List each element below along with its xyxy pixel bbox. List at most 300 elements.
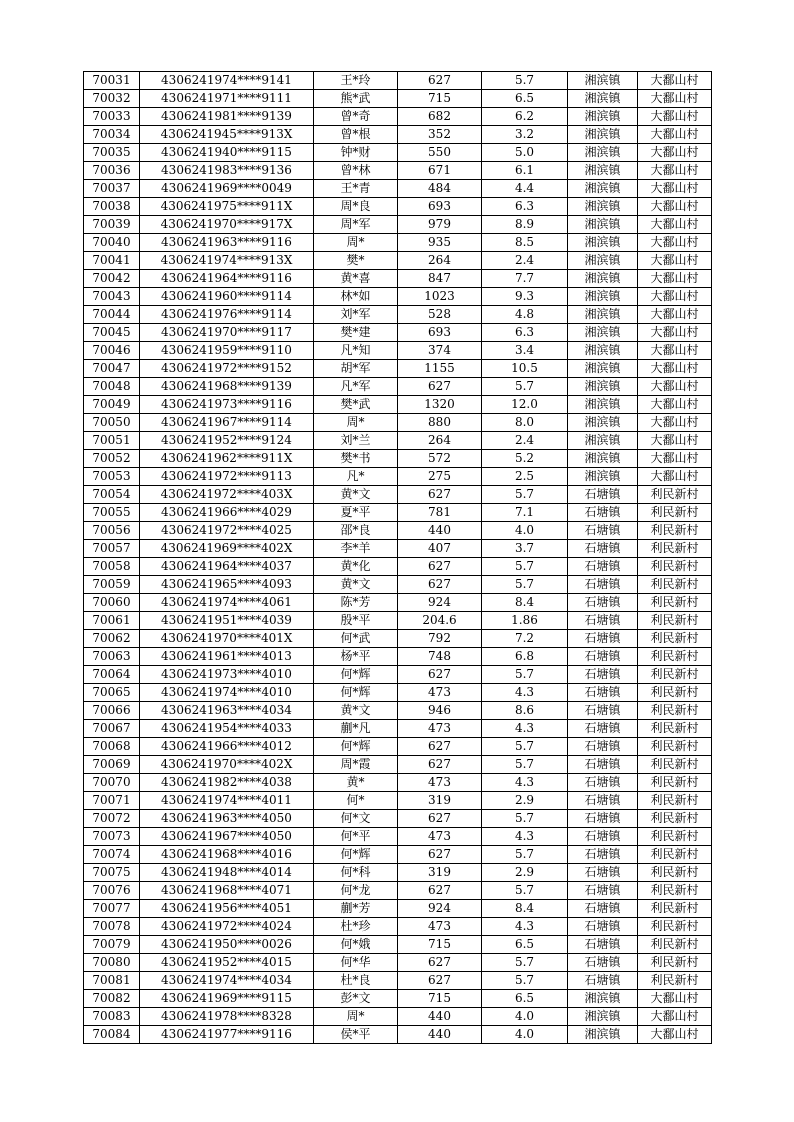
table-row (84, 648, 712, 666)
value-cell: 4.3 (482, 684, 568, 702)
name-cell: 王*青 (314, 180, 398, 198)
name-cell: 蒯*凡 (314, 720, 398, 738)
record-id-cell: 70045 (84, 324, 140, 342)
value-cell: 5.7 (482, 576, 568, 594)
record-id-cell: 70036 (84, 162, 140, 180)
town-cell: 湘滨镇 (568, 360, 638, 378)
village-cell: 大鄱山村 (638, 342, 712, 360)
table-row (84, 72, 712, 90)
table-row (84, 234, 712, 252)
value-cell: 5.7 (482, 846, 568, 864)
name-cell: 黄*文 (314, 702, 398, 720)
village-cell: 大鄱山村 (638, 1026, 712, 1044)
value-cell: 8.4 (482, 594, 568, 612)
town-cell: 石塘镇 (568, 792, 638, 810)
name-cell: 凡* (314, 468, 398, 486)
village-cell: 大鄱山村 (638, 216, 712, 234)
village-cell: 利民新村 (638, 828, 712, 846)
village-cell: 利民新村 (638, 774, 712, 792)
record-id-cell: 70043 (84, 288, 140, 306)
town-cell: 湘滨镇 (568, 396, 638, 414)
value-cell: 7.1 (482, 504, 568, 522)
record-id-cell: 70037 (84, 180, 140, 198)
id-number-cell: 4306241956****4051 (140, 900, 314, 918)
village-cell: 大鄱山村 (638, 144, 712, 162)
town-cell: 石塘镇 (568, 612, 638, 630)
table-row (84, 792, 712, 810)
name-cell: 杜*良 (314, 972, 398, 990)
value-cell: 4.3 (482, 720, 568, 738)
id-number-cell: 4306241975****911X (140, 198, 314, 216)
table-row (84, 972, 712, 990)
value-cell: 1.86 (482, 612, 568, 630)
village-cell: 利民新村 (638, 576, 712, 594)
name-cell: 周*霞 (314, 756, 398, 774)
amount-cell: 715 (398, 90, 482, 108)
amount-cell: 627 (398, 738, 482, 756)
amount-cell: 473 (398, 918, 482, 936)
value-cell: 2.9 (482, 792, 568, 810)
record-id-cell: 70052 (84, 450, 140, 468)
village-cell: 大鄱山村 (638, 306, 712, 324)
amount-cell: 264 (398, 252, 482, 270)
value-cell: 7.7 (482, 270, 568, 288)
amount-cell: 473 (398, 720, 482, 738)
amount-cell: 1155 (398, 360, 482, 378)
table-row (84, 216, 712, 234)
table-row (84, 288, 712, 306)
town-cell: 湘滨镇 (568, 990, 638, 1008)
name-cell: 杜*珍 (314, 918, 398, 936)
village-cell: 大鄱山村 (638, 198, 712, 216)
id-number-cell: 4306241969****9115 (140, 990, 314, 1008)
name-cell: 彭*文 (314, 990, 398, 1008)
id-number-cell: 4306241969****0049 (140, 180, 314, 198)
id-number-cell: 4306241950****0026 (140, 936, 314, 954)
id-number-cell: 4306241964****4037 (140, 558, 314, 576)
table-row (84, 756, 712, 774)
value-cell: 8.9 (482, 216, 568, 234)
village-cell: 大鄱山村 (638, 90, 712, 108)
record-id-cell: 70050 (84, 414, 140, 432)
record-id-cell: 70032 (84, 90, 140, 108)
village-cell: 大鄱山村 (638, 324, 712, 342)
id-number-cell: 4306241963****4034 (140, 702, 314, 720)
name-cell: 周* (314, 234, 398, 252)
table-row (84, 252, 712, 270)
record-id-cell: 70084 (84, 1026, 140, 1044)
record-id-cell: 70041 (84, 252, 140, 270)
name-cell: 林*如 (314, 288, 398, 306)
amount-cell: 627 (398, 72, 482, 90)
village-cell: 大鄱山村 (638, 234, 712, 252)
name-cell: 夏*平 (314, 504, 398, 522)
name-cell: 樊* (314, 252, 398, 270)
amount-cell: 715 (398, 990, 482, 1008)
record-id-cell: 70061 (84, 612, 140, 630)
value-cell: 6.1 (482, 162, 568, 180)
town-cell: 石塘镇 (568, 648, 638, 666)
name-cell: 周*良 (314, 198, 398, 216)
record-id-cell: 70053 (84, 468, 140, 486)
village-cell: 大鄱山村 (638, 360, 712, 378)
village-cell: 利民新村 (638, 540, 712, 558)
amount-cell: 693 (398, 198, 482, 216)
id-number-cell: 4306241959****9110 (140, 342, 314, 360)
village-cell: 利民新村 (638, 558, 712, 576)
value-cell: 4.3 (482, 774, 568, 792)
table-row (84, 522, 712, 540)
record-id-cell: 70054 (84, 486, 140, 504)
id-number-cell: 4306241970****9117 (140, 324, 314, 342)
town-cell: 石塘镇 (568, 576, 638, 594)
table-row (84, 1026, 712, 1044)
town-cell: 湘滨镇 (568, 252, 638, 270)
name-cell: 凡*知 (314, 342, 398, 360)
record-id-cell: 70058 (84, 558, 140, 576)
amount-cell: 473 (398, 684, 482, 702)
town-cell: 石塘镇 (568, 756, 638, 774)
name-cell: 何*科 (314, 864, 398, 882)
village-cell: 利民新村 (638, 612, 712, 630)
value-cell: 2.4 (482, 432, 568, 450)
record-id-cell: 70035 (84, 144, 140, 162)
town-cell: 湘滨镇 (568, 216, 638, 234)
value-cell: 6.5 (482, 936, 568, 954)
record-id-cell: 70033 (84, 108, 140, 126)
record-id-cell: 70049 (84, 396, 140, 414)
amount-cell: 275 (398, 468, 482, 486)
name-cell: 黄*文 (314, 486, 398, 504)
value-cell: 5.7 (482, 378, 568, 396)
amount-cell: 319 (398, 792, 482, 810)
village-cell: 大鄱山村 (638, 414, 712, 432)
value-cell: 5.0 (482, 144, 568, 162)
name-cell: 何*华 (314, 954, 398, 972)
record-id-cell: 70062 (84, 630, 140, 648)
name-cell: 黄* (314, 774, 398, 792)
town-cell: 石塘镇 (568, 900, 638, 918)
value-cell: 5.7 (482, 666, 568, 684)
id-number-cell: 4306241977****9116 (140, 1026, 314, 1044)
table-row (84, 954, 712, 972)
village-cell: 利民新村 (638, 810, 712, 828)
town-cell: 湘滨镇 (568, 288, 638, 306)
amount-cell: 715 (398, 936, 482, 954)
value-cell: 2.5 (482, 468, 568, 486)
amount-cell: 550 (398, 144, 482, 162)
name-cell: 曾*奇 (314, 108, 398, 126)
id-number-cell: 4306241974****4011 (140, 792, 314, 810)
value-cell: 5.2 (482, 450, 568, 468)
name-cell: 何*娥 (314, 936, 398, 954)
table-row (84, 180, 712, 198)
name-cell: 殷*平 (314, 612, 398, 630)
name-cell: 熊*武 (314, 90, 398, 108)
table-row (84, 684, 712, 702)
value-cell: 4.0 (482, 1026, 568, 1044)
town-cell: 石塘镇 (568, 666, 638, 684)
village-cell: 利民新村 (638, 936, 712, 954)
town-cell: 湘滨镇 (568, 270, 638, 288)
id-number-cell: 4306241976****9114 (140, 306, 314, 324)
record-id-cell: 70038 (84, 198, 140, 216)
amount-cell: 627 (398, 882, 482, 900)
village-cell: 利民新村 (638, 792, 712, 810)
amount-cell: 935 (398, 234, 482, 252)
record-id-cell: 70044 (84, 306, 140, 324)
town-cell: 石塘镇 (568, 918, 638, 936)
town-cell: 湘滨镇 (568, 90, 638, 108)
amount-cell: 627 (398, 558, 482, 576)
table-row (84, 108, 712, 126)
town-cell: 石塘镇 (568, 954, 638, 972)
record-id-cell: 70057 (84, 540, 140, 558)
town-cell: 湘滨镇 (568, 1026, 638, 1044)
name-cell: 曾*根 (314, 126, 398, 144)
record-id-cell: 70069 (84, 756, 140, 774)
table-row (84, 306, 712, 324)
value-cell: 3.2 (482, 126, 568, 144)
name-cell: 刘*兰 (314, 432, 398, 450)
table-row (84, 414, 712, 432)
id-number-cell: 4306241966****4029 (140, 504, 314, 522)
name-cell: 樊*武 (314, 396, 398, 414)
record-id-cell: 70056 (84, 522, 140, 540)
table-row (84, 198, 712, 216)
village-cell: 大鄱山村 (638, 108, 712, 126)
amount-cell: 979 (398, 216, 482, 234)
village-cell: 大鄱山村 (638, 378, 712, 396)
amount-cell: 671 (398, 162, 482, 180)
record-id-cell: 70039 (84, 216, 140, 234)
name-cell: 邵*良 (314, 522, 398, 540)
record-id-cell: 70082 (84, 990, 140, 1008)
id-number-cell: 4306241968****9139 (140, 378, 314, 396)
record-id-cell: 70066 (84, 702, 140, 720)
id-number-cell: 4306241972****403X (140, 486, 314, 504)
id-number-cell: 4306241961****4013 (140, 648, 314, 666)
table-row (84, 1008, 712, 1026)
value-cell: 4.8 (482, 306, 568, 324)
value-cell: 8.4 (482, 900, 568, 918)
town-cell: 石塘镇 (568, 522, 638, 540)
id-number-cell: 4306241972****4025 (140, 522, 314, 540)
value-cell: 7.2 (482, 630, 568, 648)
amount-cell: 847 (398, 270, 482, 288)
id-number-cell: 4306241965****4093 (140, 576, 314, 594)
value-cell: 3.7 (482, 540, 568, 558)
town-cell: 石塘镇 (568, 720, 638, 738)
table-row (84, 450, 712, 468)
table-row (84, 162, 712, 180)
value-cell: 5.7 (482, 882, 568, 900)
town-cell: 湘滨镇 (568, 324, 638, 342)
amount-cell: 627 (398, 666, 482, 684)
id-number-cell: 4306241968****4016 (140, 846, 314, 864)
name-cell: 周* (314, 414, 398, 432)
table-row (84, 342, 712, 360)
table-row (84, 990, 712, 1008)
value-cell: 2.9 (482, 864, 568, 882)
name-cell: 黄*文 (314, 576, 398, 594)
records-table (83, 71, 712, 1044)
id-number-cell: 4306241970****401X (140, 630, 314, 648)
value-cell: 6.3 (482, 324, 568, 342)
amount-cell: 473 (398, 774, 482, 792)
id-number-cell: 4306241978****8328 (140, 1008, 314, 1026)
value-cell: 5.7 (482, 486, 568, 504)
value-cell: 5.7 (482, 756, 568, 774)
amount-cell: 319 (398, 864, 482, 882)
village-cell: 利民新村 (638, 594, 712, 612)
id-number-cell: 4306241974****4061 (140, 594, 314, 612)
town-cell: 湘滨镇 (568, 414, 638, 432)
village-cell: 利民新村 (638, 684, 712, 702)
town-cell: 石塘镇 (568, 594, 638, 612)
table-row (84, 918, 712, 936)
amount-cell: 352 (398, 126, 482, 144)
village-cell: 大鄱山村 (638, 990, 712, 1008)
record-id-cell: 70048 (84, 378, 140, 396)
record-id-cell: 70076 (84, 882, 140, 900)
village-cell: 大鄱山村 (638, 162, 712, 180)
village-cell: 大鄱山村 (638, 270, 712, 288)
village-cell: 大鄱山村 (638, 180, 712, 198)
table-row (84, 324, 712, 342)
record-id-cell: 70063 (84, 648, 140, 666)
value-cell: 4.4 (482, 180, 568, 198)
id-number-cell: 4306241962****911X (140, 450, 314, 468)
id-number-cell: 4306241972****4024 (140, 918, 314, 936)
table-row (84, 882, 712, 900)
name-cell: 曾*林 (314, 162, 398, 180)
amount-cell: 627 (398, 486, 482, 504)
value-cell: 6.2 (482, 108, 568, 126)
id-number-cell: 4306241954****4033 (140, 720, 314, 738)
amount-cell: 440 (398, 1008, 482, 1026)
id-number-cell: 4306241973****9116 (140, 396, 314, 414)
town-cell: 湘滨镇 (568, 468, 638, 486)
id-number-cell: 4306241982****4038 (140, 774, 314, 792)
town-cell: 湘滨镇 (568, 162, 638, 180)
town-cell: 石塘镇 (568, 828, 638, 846)
record-id-cell: 70065 (84, 684, 140, 702)
record-id-cell: 70080 (84, 954, 140, 972)
value-cell: 6.5 (482, 990, 568, 1008)
amount-cell: 924 (398, 594, 482, 612)
town-cell: 石塘镇 (568, 702, 638, 720)
amount-cell: 528 (398, 306, 482, 324)
record-id-cell: 70047 (84, 360, 140, 378)
value-cell: 5.7 (482, 954, 568, 972)
name-cell: 陈*芳 (314, 594, 398, 612)
table-row (84, 540, 712, 558)
value-cell: 3.4 (482, 342, 568, 360)
value-cell: 4.3 (482, 828, 568, 846)
town-cell: 湘滨镇 (568, 1008, 638, 1026)
table-row (84, 558, 712, 576)
town-cell: 湘滨镇 (568, 450, 638, 468)
town-cell: 湘滨镇 (568, 306, 638, 324)
id-number-cell: 4306241981****9139 (140, 108, 314, 126)
id-number-cell: 4306241945****913X (140, 126, 314, 144)
record-id-cell: 70064 (84, 666, 140, 684)
table-row (84, 810, 712, 828)
village-cell: 利民新村 (638, 630, 712, 648)
name-cell: 何*辉 (314, 738, 398, 756)
record-id-cell: 70067 (84, 720, 140, 738)
amount-cell: 748 (398, 648, 482, 666)
value-cell: 10.5 (482, 360, 568, 378)
id-number-cell: 4306241983****9136 (140, 162, 314, 180)
village-cell: 利民新村 (638, 702, 712, 720)
village-cell: 利民新村 (638, 972, 712, 990)
record-id-cell: 70055 (84, 504, 140, 522)
amount-cell: 264 (398, 432, 482, 450)
name-cell: 胡*军 (314, 360, 398, 378)
town-cell: 石塘镇 (568, 846, 638, 864)
record-id-cell: 70073 (84, 828, 140, 846)
id-number-cell: 4306241973****4010 (140, 666, 314, 684)
name-cell: 何* (314, 792, 398, 810)
village-cell: 利民新村 (638, 918, 712, 936)
value-cell: 4.3 (482, 918, 568, 936)
record-id-cell: 70042 (84, 270, 140, 288)
village-cell: 大鄱山村 (638, 468, 712, 486)
table-row (84, 468, 712, 486)
table-row (84, 144, 712, 162)
id-number-cell: 4306241974****4034 (140, 972, 314, 990)
amount-cell: 924 (398, 900, 482, 918)
village-cell: 利民新村 (638, 864, 712, 882)
id-number-cell: 4306241940****9115 (140, 144, 314, 162)
record-id-cell: 70059 (84, 576, 140, 594)
amount-cell: 572 (398, 450, 482, 468)
table-row (84, 360, 712, 378)
table-row (84, 630, 712, 648)
table-row (84, 576, 712, 594)
village-cell: 大鄱山村 (638, 72, 712, 90)
value-cell: 5.7 (482, 972, 568, 990)
table-row (84, 846, 712, 864)
value-cell: 2.4 (482, 252, 568, 270)
table-row (84, 486, 712, 504)
id-number-cell: 4306241972****9152 (140, 360, 314, 378)
table-row (84, 612, 712, 630)
id-number-cell: 4306241952****4015 (140, 954, 314, 972)
name-cell: 蒯*芳 (314, 900, 398, 918)
table-row (84, 594, 712, 612)
name-cell: 王*玲 (314, 72, 398, 90)
amount-cell: 946 (398, 702, 482, 720)
id-number-cell: 4306241967****4050 (140, 828, 314, 846)
amount-cell: 781 (398, 504, 482, 522)
name-cell: 何*平 (314, 828, 398, 846)
name-cell: 樊*建 (314, 324, 398, 342)
village-cell: 大鄱山村 (638, 396, 712, 414)
town-cell: 石塘镇 (568, 558, 638, 576)
value-cell: 4.0 (482, 522, 568, 540)
town-cell: 石塘镇 (568, 864, 638, 882)
village-cell: 大鄱山村 (638, 1008, 712, 1026)
table-row (84, 432, 712, 450)
record-id-cell: 70068 (84, 738, 140, 756)
table-row (84, 720, 712, 738)
value-cell: 8.0 (482, 414, 568, 432)
name-cell: 黄*喜 (314, 270, 398, 288)
town-cell: 石塘镇 (568, 810, 638, 828)
